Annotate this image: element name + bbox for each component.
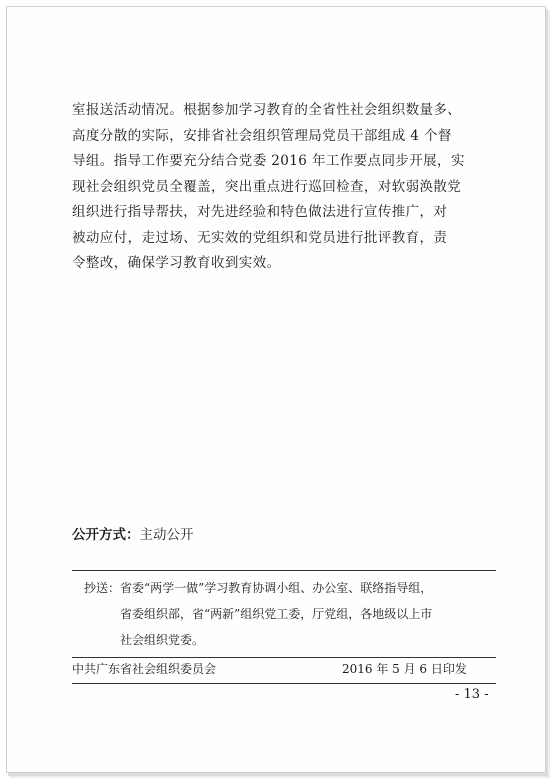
cc-line: 省委组织部，省“两新”组织党工委，厅党组，各地级以上市 <box>120 607 433 621</box>
cc-line: 社会组织党委。 <box>120 633 205 647</box>
disclosure-value: 主动公开 <box>139 527 194 543</box>
footer-divider <box>72 683 496 684</box>
disclosure-label: 公开方式： <box>72 527 140 543</box>
body-line: 令整改，确保学习教育收到实效。 <box>72 255 281 271</box>
issuing-organization: 中共广东省社会组织委员会 <box>72 662 217 676</box>
body-line: 导组。指导工作要充分结合党委 2016 年工作要点同步开展，实 <box>72 153 465 169</box>
disclosure-method <box>72 525 194 545</box>
cc-list <box>72 570 496 658</box>
issue-date: 2016 年 5 月 6 日印发 <box>342 662 467 676</box>
page-number: - 13 - <box>455 687 489 702</box>
body-line: 室报送活动情况。根据参加学习教育的全省性社会组织数量多、 <box>72 102 462 118</box>
body-line: 组织进行指导帮扶，对先进经验和特色做法进行宣传推广，对 <box>72 204 448 220</box>
body-line: 高度分散的实际，安排省社会组织管理局党员干部组成 4 个督 <box>72 127 452 144</box>
body-paragraph <box>72 98 492 277</box>
body-line: 现社会组织党员全覆盖，突出重点进行巡回检查，对软弱涣散党 <box>72 178 462 195</box>
body-line: 被动应付，走过场、无实效的党组织和党员进行批评教育，责 <box>72 229 448 246</box>
cc-line: 抄送：省委“两学一做”学习教育协调小组、办公室、联络指导组， <box>84 581 433 595</box>
